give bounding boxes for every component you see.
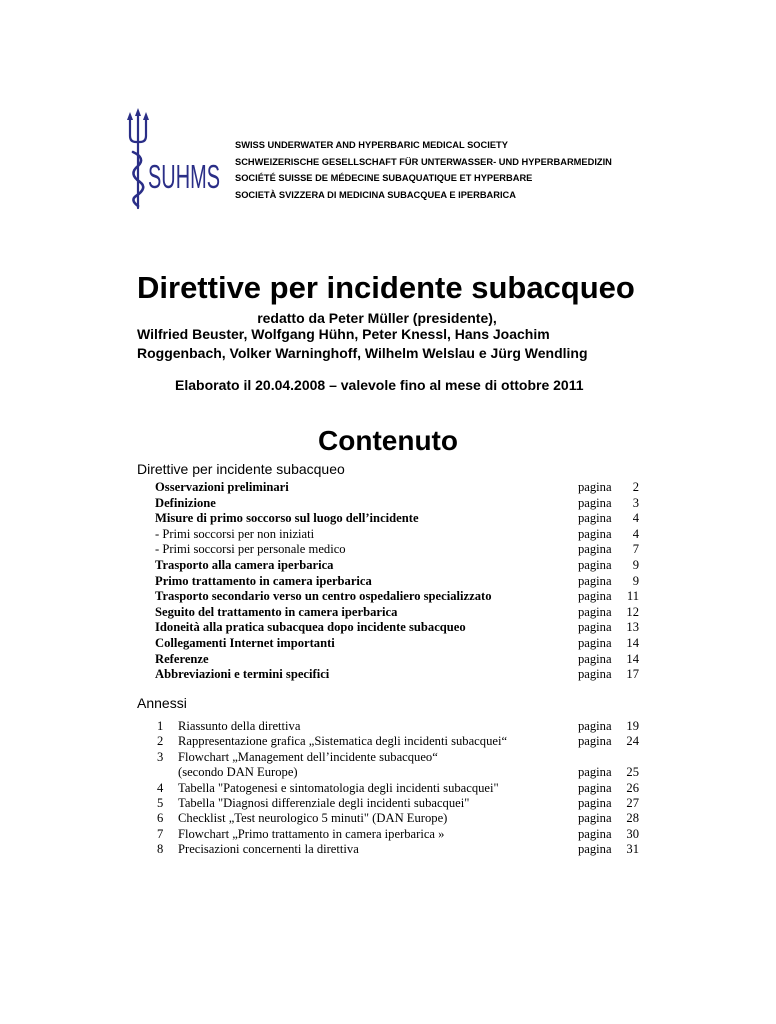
logo-text: SUHMS [148,158,220,195]
annexes-title: Annessi [137,695,187,711]
toc-page-number: 14 [626,651,639,666]
annex-label: Riassunto della direttiva [178,719,301,733]
society-name-it: SOCIETÀ SVIZZERA DI MEDICINA SUBACQUEA E IPERBARICA [235,189,516,200]
toc-entry-label: Trasporto secondario verso un centro ospedaliero specializzato [155,589,492,604]
annex-page-word: pagina [578,719,612,733]
annex-label: Tabella "Diagnosi differenziale degli incidenti subacquei" [178,796,470,810]
annex-label: (secondo DAN Europe) [178,765,298,780]
annex-number: 1 [157,719,164,733]
annex-page-number: 31 [626,842,639,857]
toc-page-word: pagina [578,495,612,510]
toc-page-number: 4 [632,526,639,541]
annex-page-number: 26 [626,780,639,795]
toc-page-number: 12 [626,604,639,619]
toc-entry [155,666,639,682]
annex-page-word: pagina [578,826,612,841]
toc-entry [155,526,639,542]
toc-page-word: pagina [578,651,612,666]
toc-page-number: 4 [632,511,639,526]
annex-page-word: pagina [578,842,612,857]
toc-entry [155,651,639,667]
toc-entry [155,635,639,651]
annex-page-number: 25 [626,765,639,780]
annex-number: 3 [157,749,164,764]
society-name-de: SCHWEIZERISCHE GESELLSCHAFT FÜR UNTERWASSER- UND HYPERBARMEDIZIN [235,156,612,167]
toc-page-number: 9 [632,573,639,588]
toc-page-word: pagina [578,667,612,682]
toc-page-word: pagina [578,526,612,541]
toc-entry [155,573,639,589]
toc-page-number: 11 [626,589,639,604]
annex-page-word: pagina [578,765,612,780]
toc-page-word: pagina [578,604,612,619]
toc-entry-label: Seguito del trattamento in camera iperbarica [155,604,398,619]
contents-title: Contenuto [318,425,458,456]
toc-page-number: 7 [632,542,639,557]
toc-entry-label: Collegamenti Internet importanti [155,636,335,650]
toc-entry-label: Osservazioni preliminari [155,480,289,494]
annex-entry [155,841,639,857]
annex-page-number: 30 [626,826,639,841]
toc-page-word: pagina [578,589,612,604]
toc-entry-label: Referenze [155,651,209,666]
toc-page-word: pagina [578,573,612,588]
toc-entry [155,588,639,604]
annex-label: Precisazioni concernenti la direttiva [178,842,359,857]
annex-label: Flowchart „Management dell’incidente subacqueo“ [178,749,438,764]
toc-entry-label: Abbreviazioni e termini specifici [155,667,330,682]
annex-label: Tabella "Patogenesi e sintomatologia degli incidenti subacquei" [178,780,499,795]
annex-entry [155,780,639,796]
annex-page-number: 19 [626,719,639,733]
document-title: Direttive per incidente subacqueo [137,270,635,305]
annex-number: 8 [157,842,164,857]
toc-entry [155,495,639,511]
toc-entry-label: Misure di primo soccorso sul luogo dell’incidente [155,511,419,526]
toc-page-word: pagina [578,558,612,572]
annex-entry [155,749,639,765]
toc-page-number: 17 [626,667,639,682]
section-title: Direttive per incidente subacqueo [137,461,345,477]
toc-page-number: 14 [626,636,639,650]
toc-entry [155,619,639,635]
annex-label: Checklist „Test neurologico 5 minuti" (DAN Europe) [178,811,448,826]
toc-page-word: pagina [578,620,612,635]
toc-entry-label: Idoneità alla pratica subacquea dopo incidente subacqueo [155,620,466,635]
toc-entry-label: Primo trattamento in camera iperbarica [155,573,372,588]
annex-page-word: pagina [578,734,612,749]
toc-entry-label: Definizione [155,495,216,510]
toc-entry-label: - Primi soccorsi per non iniziati [155,526,315,541]
authors-line-2: Wilfried Beuster, Wolfgang Hühn, Peter Knessl, Hans Joachim [137,326,550,342]
toc-page-word: pagina [578,636,612,650]
annex-entry [155,826,639,842]
toc-page-number: 3 [632,495,639,510]
authors-line-1: redatto da Peter Müller (presidente), [257,310,497,326]
annex-number: 7 [157,826,164,841]
annex-page-word: pagina [578,811,612,826]
toc-entry [155,479,639,495]
elaborated-date: Elaborato il 20.04.2008 – valevole fino al mese di ottobre 2011 [175,377,584,393]
annex-entry [155,718,639,734]
toc-entry-label: - Primi soccorsi per personale medico [155,542,346,557]
toc-page-number: 2 [632,480,639,494]
annex-number: 6 [157,811,164,826]
toc-page-word: pagina [578,511,612,526]
society-name-fr: SOCIÉTÉ SUISSE DE MÉDECINE SUBAQUATIQUE ET HYPERBARE [235,173,533,183]
toc-page-number: 13 [626,620,639,635]
annex-page-number: 24 [626,734,639,749]
society-name-en: SWISS UNDERWATER AND HYPERBARIC MEDICAL SOCIETY [235,140,508,150]
toc-page-word: pagina [578,542,612,557]
toc-entry [155,510,639,526]
toc-page-word: pagina [578,480,612,494]
society-names [235,137,612,203]
toc-page-number: 9 [632,558,639,572]
annex-entry [155,795,639,811]
annex-entry [155,733,639,749]
annex-label: Rappresentazione grafica „Sistematica degli incidenti subacquei“ [178,734,508,749]
annex-number: 5 [157,796,164,810]
annex-entry [155,810,639,826]
annex-number: 4 [157,780,164,795]
annex-page-word: pagina [578,796,612,810]
toc-entry-label: Trasporto alla camera iperbarica [155,558,334,572]
annex-page-number: 27 [626,796,639,810]
toc-entry [155,541,639,557]
annex-label: Flowchart „Primo trattamento in camera iperbarica » [178,826,445,841]
annex-page-word: pagina [578,780,612,795]
suhms-logo [116,108,224,214]
annex-page-number: 28 [626,811,639,826]
authors-line-3: Roggenbach, Volker Warninghoff, Wilhelm Welslau e Jürg Wendling [137,345,588,361]
annex-entry [155,764,639,780]
annex-number: 2 [157,734,164,749]
toc-entry [155,604,639,620]
toc-entry [155,557,639,573]
